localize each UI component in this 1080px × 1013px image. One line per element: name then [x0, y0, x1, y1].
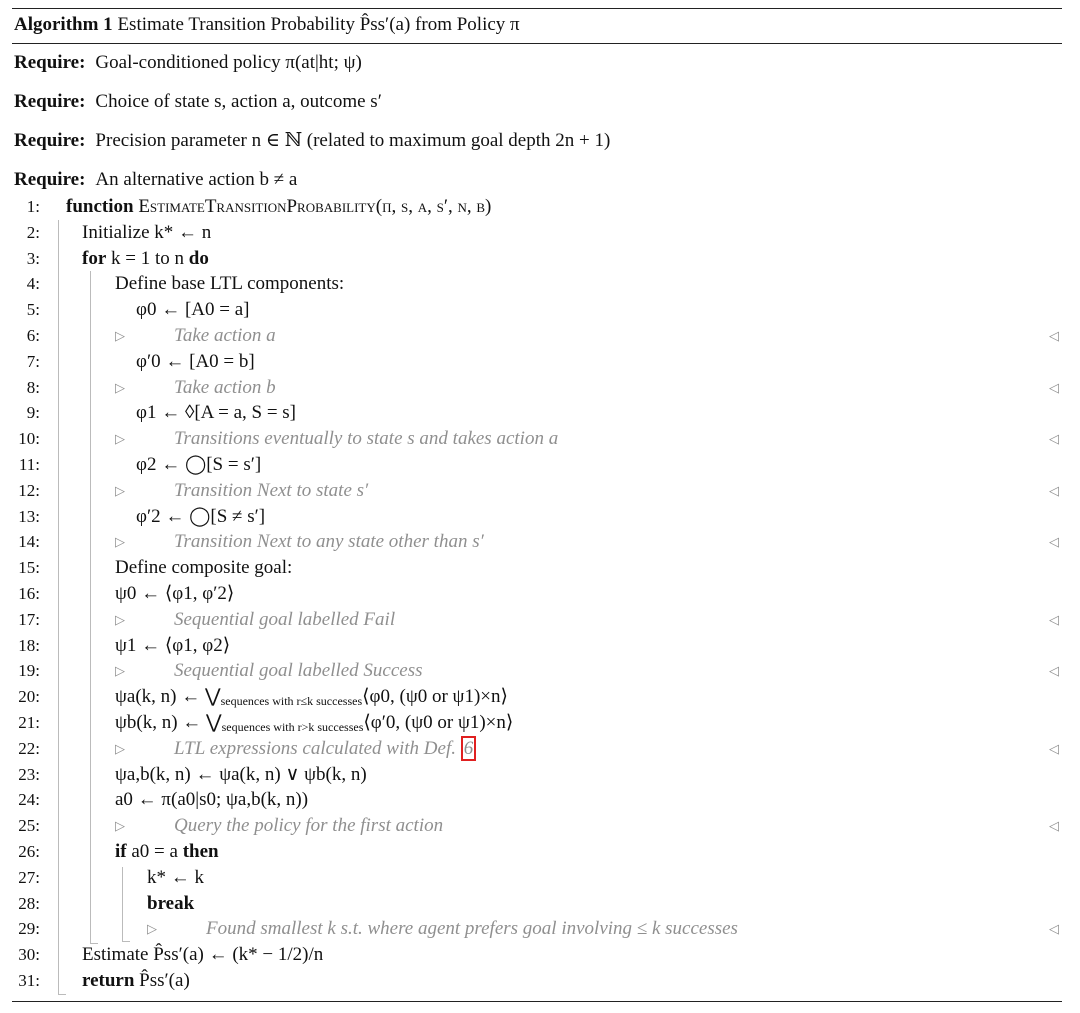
- line-number: 22:: [18, 738, 40, 758]
- line-number: 1:: [26, 197, 40, 216]
- algorithm-line: [0, 426, 1080, 452]
- algorithm-line: [0, 555, 1080, 581]
- line-number: 10:: [18, 429, 40, 449]
- require-line: Require: Choice of state s, action a, outcome s′: [14, 91, 382, 112]
- comment-close-icon: ◁: [1049, 663, 1059, 679]
- algorithm-line: [0, 968, 1080, 994]
- comment-open-icon: ▷: [115, 431, 125, 447]
- comment-open-icon: ▷: [147, 921, 157, 937]
- algorithm-line: [0, 942, 1080, 968]
- require-line: Require: An alternative action b ≠ a: [14, 169, 298, 190]
- line-content: if a0 = a then: [115, 841, 219, 862]
- line-number: 17:: [18, 609, 40, 629]
- line-content: φ1 ← ◊[A = a, S = s]: [136, 402, 297, 424]
- algorithm-line: [0, 452, 1080, 478]
- line-content: return P̂ss′(a): [82, 970, 190, 991]
- line-content: ψ0 ← ⟨φ1, φ′2⟩: [115, 583, 235, 604]
- algorithm-line: [0, 400, 1080, 426]
- comment-open-icon: ▷: [115, 482, 125, 498]
- line-number: 19:: [18, 661, 40, 681]
- line-content: φ′2 ← ◯[S ≠ s′]: [136, 505, 266, 527]
- comment-close-icon: ◁: [1049, 328, 1059, 343]
- comment-close-icon: ◁: [1049, 818, 1059, 834]
- line-content: ψb(k, n) ← $⋁_{sequences with r>k successes}⟨\varphi'0$, (ψ0 or ψ1)×n⟩: [115, 712, 514, 734]
- comment-text: Query the policy for the first action: [174, 815, 444, 837]
- line-number: 9:: [26, 403, 40, 423]
- comment-close-icon: ◁: [1049, 482, 1059, 498]
- comment-close-icon: ◁: [1049, 740, 1059, 756]
- algorithm-line: [0, 916, 1080, 942]
- line-number: 25:: [18, 816, 40, 836]
- algorithm-line: [0, 710, 1080, 736]
- algorithm-line: [0, 220, 1080, 246]
- algorithm-line: [0, 349, 1080, 375]
- line-number: 24:: [18, 790, 40, 810]
- for-block-guide: [90, 271, 91, 943]
- require-line: Require: Precision parameter n ∈ ℕ (related to maximum goal depth 2n + 1): [14, 130, 611, 151]
- algorithm-line: [0, 478, 1080, 504]
- line-number: 20:: [18, 687, 40, 707]
- line-number: 14:: [18, 532, 40, 552]
- line-content: ψa,b(k, n) ← ψa(k, n) ∨ ψb(k, n): [115, 763, 367, 785]
- function-block-guide: [58, 220, 59, 994]
- comment-close-icon: ◁: [1049, 379, 1059, 395]
- comment-open-icon: ▷: [115, 379, 125, 395]
- algorithm-line: [0, 323, 1080, 349]
- comment-text: LTL expressions calculated with Def. 6: [174, 736, 476, 762]
- algorithm-line: [0, 607, 1080, 633]
- line-content: Initialize k* ← n: [82, 221, 212, 243]
- comment-text: Found smallest k s.t. where agent prefers goal involving ≤ k successes: [206, 918, 738, 940]
- comment-open-icon: ▷: [115, 740, 125, 756]
- require-line: Require: Goal-conditioned policy π(at|ht; ψ): [14, 52, 362, 73]
- line-number: 26:: [18, 842, 40, 861]
- line-number: 12:: [18, 480, 40, 500]
- line-number: 23:: [18, 764, 40, 784]
- comment-open-icon: ▷: [115, 534, 125, 550]
- algorithm-line: [0, 865, 1080, 891]
- line-content: a0 ← π(a0|s0; ψa,b(k, n)): [115, 789, 309, 811]
- algorithm-line: [0, 504, 1080, 530]
- line-number: 2:: [26, 222, 40, 242]
- comment-open-icon: ▷: [115, 818, 125, 834]
- bottom-rule: [12, 1001, 1062, 1002]
- line-content: k* ← k: [147, 866, 204, 888]
- algorithm-line: [0, 658, 1080, 684]
- line-content: φ2 ← ◯[S = s′]: [136, 454, 262, 475]
- line-number: 11:: [18, 455, 40, 474]
- algorithm-line: [0, 297, 1080, 323]
- line-content: Define base LTL components:: [115, 273, 345, 295]
- comment-close-icon: ◁: [1049, 431, 1059, 447]
- line-number: 21:: [18, 713, 40, 732]
- algorithm-line: [0, 891, 1080, 917]
- algorithm-line: [0, 736, 1080, 762]
- comment-open-icon: ▷: [115, 663, 125, 679]
- line-number: 30:: [18, 945, 40, 965]
- line-content: ψ1 ← ⟨φ1, φ2⟩: [115, 634, 231, 656]
- caption-rule: [12, 43, 1062, 44]
- comment-close-icon: ◁: [1049, 534, 1059, 550]
- line-content: φ0 ← [A0 = a]: [136, 299, 250, 321]
- line-number: 15:: [18, 558, 40, 578]
- line-number: 5:: [26, 300, 40, 320]
- algorithm-line: [0, 271, 1080, 297]
- line-content: Estimate P̂ss′(a) ← (k* − 1/2)/n: [82, 944, 324, 966]
- algorithm-line: [0, 581, 1080, 607]
- line-number: 27:: [18, 867, 40, 887]
- comment-open-icon: ▷: [115, 611, 125, 627]
- algorithm-line: [0, 529, 1080, 555]
- line-number: 13:: [18, 506, 40, 526]
- comment-text: Take action a: [174, 325, 276, 346]
- comment-text: Sequential goal labelled Fail: [174, 608, 396, 630]
- for-block-end: [90, 943, 98, 944]
- comment-text: Transition Next to state s′: [174, 479, 369, 501]
- line-number: 3:: [26, 248, 40, 268]
- algorithm-line: [0, 762, 1080, 788]
- line-number: 7:: [26, 351, 40, 371]
- line-number: 29:: [18, 919, 40, 939]
- line-content: φ′0 ← [A0 = b]: [136, 350, 255, 372]
- comment-text: Transitions eventually to state s and takes action a: [174, 428, 559, 450]
- algorithm-line: [0, 787, 1080, 813]
- line-content: function EstimateTransitionProbability(π, s, a, s′, n, b): [66, 196, 492, 217]
- algorithm-line: [0, 684, 1080, 710]
- comment-text: Sequential goal labelled Success: [174, 660, 423, 682]
- comment-close-icon: ◁: [1049, 611, 1059, 627]
- line-content: ψa(k, n) ← $⋁_{sequences with r\le k successes}⟨\varphi 0$, (ψ0 or ψ1)×n⟩: [115, 686, 508, 709]
- line-number: 6:: [26, 326, 40, 345]
- line-number: 28:: [18, 893, 40, 913]
- line-number: 4:: [26, 274, 40, 294]
- algorithm-line: [0, 194, 1080, 220]
- top-rule: [12, 8, 1062, 9]
- algorithm-line: [0, 246, 1080, 272]
- algorithm-line: [0, 633, 1080, 659]
- comment-open-icon: ▷: [115, 328, 125, 343]
- line-number: 8:: [26, 377, 40, 397]
- if-block-guide: [122, 867, 123, 941]
- algorithm-line: [0, 813, 1080, 839]
- line-content: break: [147, 892, 195, 914]
- line-content: for k = 1 to n do: [82, 247, 209, 269]
- comment-text: Transition Next to any state other than s′: [174, 531, 484, 553]
- comment-text: Take action b: [174, 376, 276, 398]
- function-block-end: [58, 994, 66, 995]
- line-number: 16:: [18, 584, 40, 603]
- definition-link[interactable]: 6: [461, 736, 477, 761]
- line-content: Define composite goal:: [115, 557, 293, 579]
- if-block-end: [122, 941, 130, 942]
- algorithm-line: [0, 839, 1080, 865]
- algorithm-caption: Algorithm 1 Estimate Transition Probability P̂ss′(a) from Policy π: [14, 14, 520, 35]
- comment-close-icon: ◁: [1049, 921, 1059, 937]
- line-number: 31:: [18, 971, 40, 990]
- line-number: 18:: [18, 635, 40, 655]
- algorithm-line: [0, 375, 1080, 401]
